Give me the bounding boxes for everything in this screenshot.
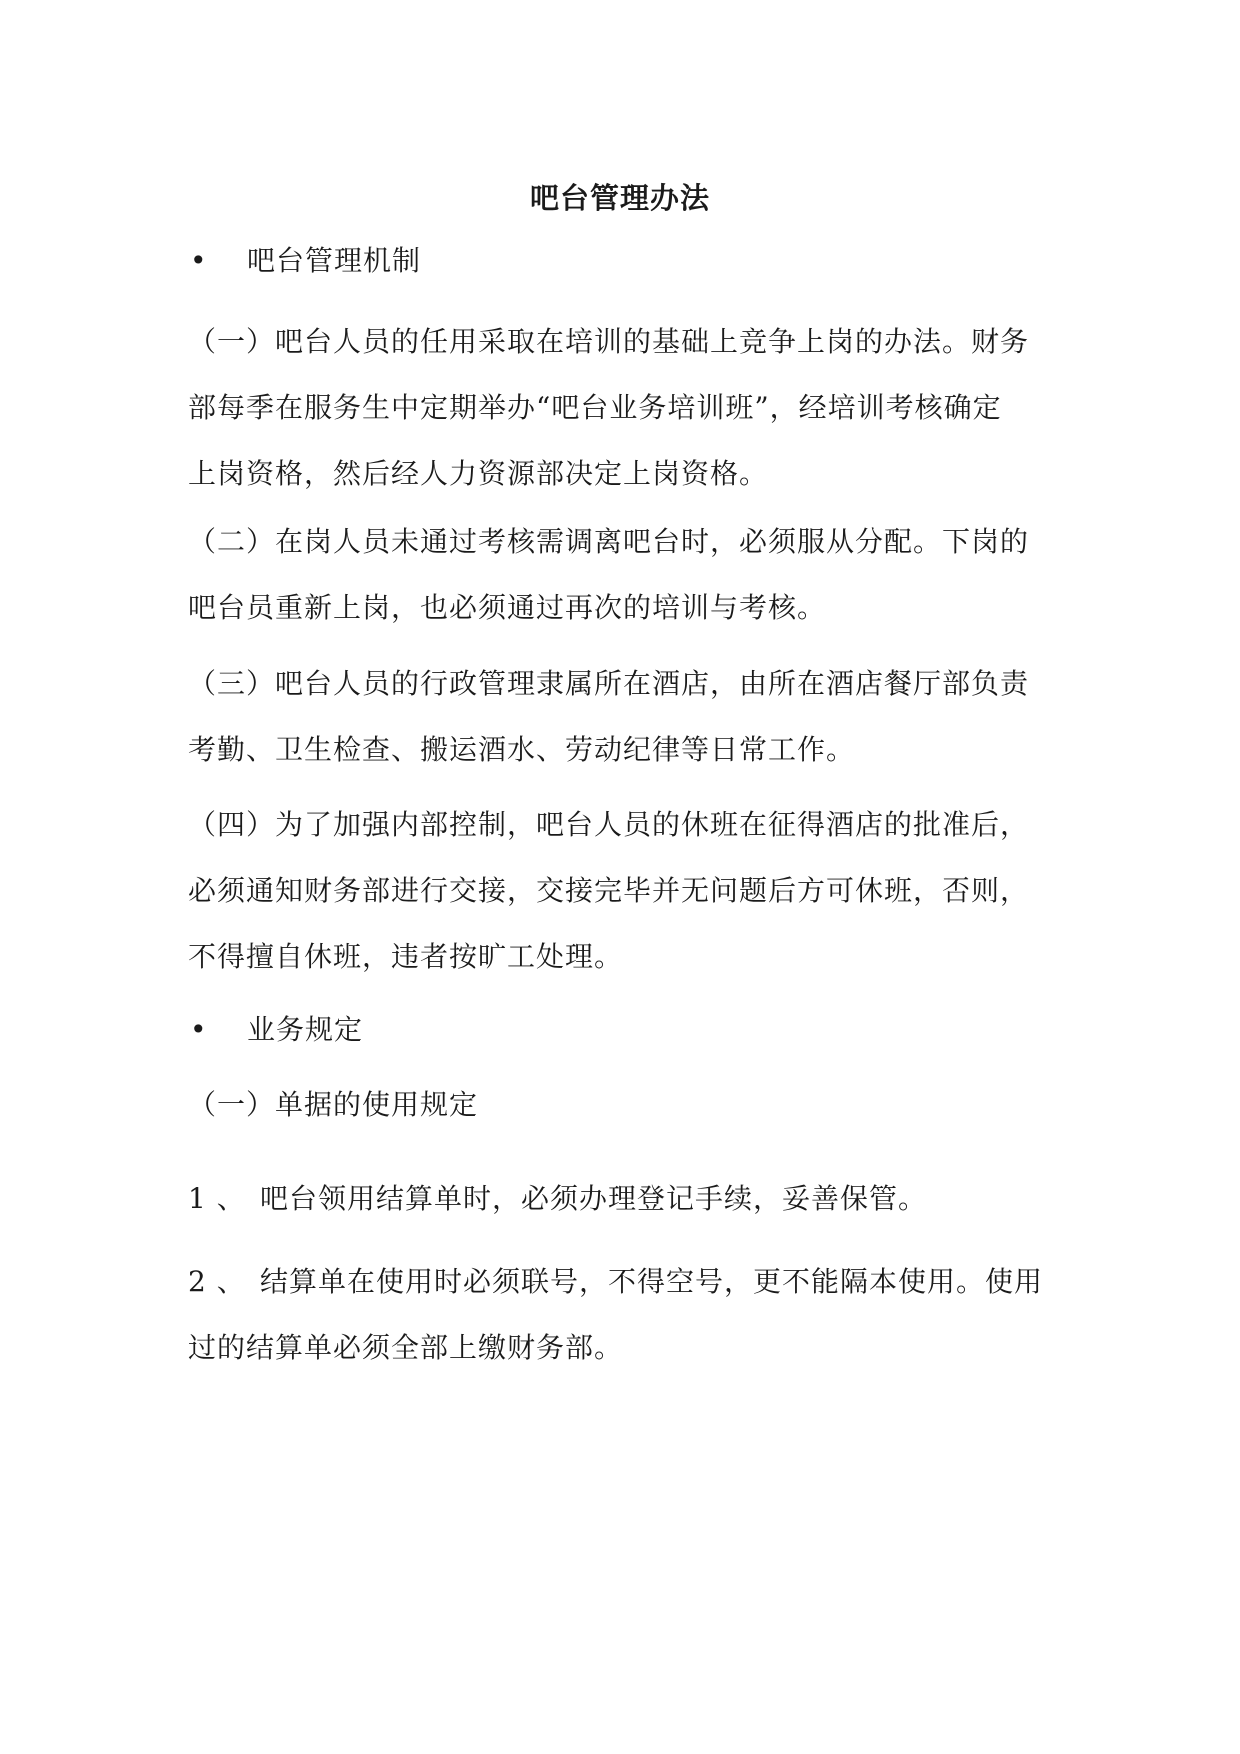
section-heading-business-rules: 业务规定 bbox=[247, 1013, 364, 1046]
paragraph-line: 不得擅自休班，违者按旷工处理。 bbox=[188, 940, 624, 973]
subsection-documents bbox=[188, 1072, 1068, 1138]
list-item-2 bbox=[188, 1249, 1068, 1381]
paragraph-line: （二）在岗人员未通过考核需调离吧台时，必须服从分配。下岗的 bbox=[188, 525, 1030, 558]
paragraph-line: 部每季在服务生中定期举办“吧台业务培训班”，经培训考核确定 bbox=[188, 391, 1002, 424]
list-number: 1 、 bbox=[188, 1182, 246, 1215]
list-text: 结算单在使用时必须联号，不得空号，更不能隔本使用。使用 bbox=[260, 1265, 1044, 1298]
paragraph-line: 上岗资格，然后经人力资源部决定上岗资格。 bbox=[188, 457, 769, 490]
list-text-continued: 过的结算单必须全部上缴财务部。 bbox=[188, 1331, 624, 1364]
paragraph-line: （四）为了加强内部控制，吧台人员的休班在征得酒店的批准后， bbox=[188, 808, 1030, 841]
paragraph-2 bbox=[188, 509, 1068, 641]
bullet-icon: • bbox=[190, 1013, 207, 1046]
paragraph-line: 必须通知财务部进行交接，交接完毕并无问题后方可休班，否则， bbox=[188, 874, 1030, 907]
list-item-1 bbox=[188, 1166, 1068, 1232]
section-heading-mechanism: 吧台管理机制 bbox=[247, 244, 422, 277]
paragraph-line: （一）吧台人员的任用采取在培训的基础上竞争上岗的办法。财务 bbox=[188, 325, 1030, 358]
paragraph-3 bbox=[188, 651, 1068, 783]
list-text: 吧台领用结算单时，必须办理登记手续，妥善保管。 bbox=[260, 1182, 928, 1215]
paragraph-1 bbox=[188, 309, 1068, 507]
list-number: 2 、 bbox=[188, 1265, 246, 1298]
paragraph-4 bbox=[188, 792, 1068, 990]
bullet-icon: • bbox=[190, 244, 207, 277]
list-item-line bbox=[188, 1249, 1068, 1315]
subsection-title: （一）单据的使用规定 bbox=[188, 1088, 479, 1121]
document-title: 吧台管理办法 bbox=[529, 181, 710, 215]
paragraph-line: 考勤、卫生检查、搬运酒水、劳动纪律等日常工作。 bbox=[188, 733, 856, 766]
paragraph-line: 吧台员重新上岗，也必须通过再次的培训与考核。 bbox=[188, 591, 827, 624]
paragraph-line: （三）吧台人员的行政管理隶属所在酒店，由所在酒店餐厅部负责 bbox=[188, 667, 1030, 700]
list-item-line bbox=[188, 1166, 1068, 1232]
